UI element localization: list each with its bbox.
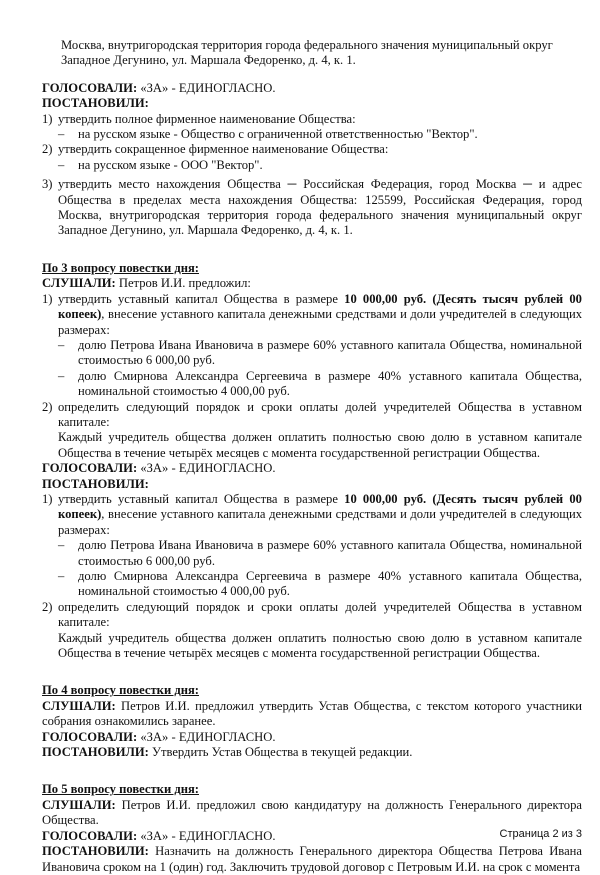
document-page (42, 38, 582, 875)
address-line-2: Западное Дегунино, ул. Маршала Федоренко, д. 4, к. 1. (61, 53, 356, 68)
dash-bullet: – (58, 368, 65, 383)
short-name-subitem (42, 158, 582, 173)
voted-label: ГОЛОСОВАЛИ: (42, 80, 138, 95)
item-text: утвердить сокращенное фирменное наименование Общества: (58, 142, 389, 157)
resolved-label: ПОСТАНОВИЛИ: (42, 745, 149, 760)
q3-heading: По 3 вопросу повестки дня: (42, 260, 199, 275)
dash-bullet: – (58, 538, 65, 553)
q3-proposal-item-2-cont: Каждый учредитель общества должен оплатить полностью свою долю в уставном капитале Общества в течение четырёх месяцев с момента государственной регистрации Общества. (58, 430, 582, 460)
resolution-item-1 (42, 112, 582, 127)
capital-text-pre: утвердить уставный капитал Общества в размере (58, 491, 345, 506)
resolution-item-3 (42, 177, 582, 239)
q3-resolution-item-1 (42, 492, 582, 538)
share-text: долю Смирнова Александра Сергеевича в размере 40% уставного капитала Общества, номинальной стоимостью 4 000,00 руб. (78, 569, 582, 599)
item-text (58, 492, 582, 538)
dash-bullet: – (58, 337, 65, 352)
share-text: долю Смирнова Александра Сергеевича в размере 40% уставного капитала Общества, номинальной стоимостью 4 000,00 руб. (78, 368, 582, 399)
resolved-label: ПОСТАНОВИЛИ: (42, 844, 149, 859)
item-text: определить следующий порядок и сроки оплаты долей учредителей Общества в уставном капитале: (58, 399, 582, 429)
dash-bullet: – (58, 569, 65, 583)
item-number: 3) (42, 177, 53, 192)
address-line-1: Москва, внутригородская территория города федерального значения муниципальный округ (61, 38, 553, 52)
resolved-label: ПОСТАНОВИЛИ: (42, 476, 149, 491)
capital-text-pre: утвердить уставный капитал Общества в размере (58, 291, 345, 306)
heard-text: Петров И.И. предложил свою кандидатуру на должность Генерального директора Общества. (42, 797, 582, 828)
capital-amount: 10 000,00 руб. (Десять тысяч рублей 00 копеек) (58, 491, 582, 522)
heard-text: Петров И.И. предложил: (118, 276, 251, 291)
q4-heard-line (42, 699, 582, 730)
item-number: 1) (42, 291, 53, 306)
vote-result: «ЗА» - ЕДИНОГЛАСНО. (140, 80, 276, 95)
resolved-label: ПОСТАНОВИЛИ: (42, 96, 149, 111)
item-number: 2) (42, 399, 53, 414)
resolved-text: Назначить на должность Генерального директора Общества Петрова Ивана Ивановича сроком на 1 (один) год. Заключить трудовой договор с Петровым И.И. на срок с момента (42, 844, 582, 874)
q3-proposal-share-2 (42, 369, 582, 400)
vote-result: «ЗА» - ЕДИНОГЛАСНО. (140, 729, 276, 744)
capital-amount: 10 000,00 руб. (Десять тысяч рублей 00 копеек) (58, 291, 582, 322)
subitem-text: на русском языке - ООО "Вектор". (78, 157, 263, 172)
capital-text-post: , внесение уставного капитала денежными средствами и доли учредителей в следующих размерах: (58, 507, 582, 537)
q3-proposal-item-1 (42, 292, 582, 338)
heard-label: СЛУШАЛИ: (42, 797, 116, 812)
q5-heading: По 5 вопросу повестки дня: (42, 782, 199, 797)
dash-bullet: – (58, 127, 65, 142)
heard-label: СЛУШАЛИ: (42, 698, 116, 713)
item-text (58, 292, 582, 338)
resolution-item-2 (42, 142, 582, 157)
capital-text-post: , внесение уставного капитала денежными средствами и доли учредителей в следующих размерах: (58, 307, 582, 337)
subitem-text: на русском языке - Общество с ограниченной ответственностью "Вектор". (78, 127, 478, 142)
q3-resolution-share-2 (42, 569, 582, 600)
q5-heard-line (42, 798, 582, 829)
heard-text: Петров И.И. предложил утвердить Устав Общества, с текстом которого участники собрания ознакомились заранее. (42, 698, 582, 729)
item-text: определить следующий порядок и сроки оплаты долей учредителей Общества в уставном капитале: (58, 599, 582, 630)
vote-result: «ЗА» - ЕДИНОГЛАСНО. (140, 461, 276, 476)
page-number: Страница 2 из 3 (499, 828, 582, 840)
item-number: 1) (42, 111, 53, 126)
q3-heard-line (42, 276, 582, 291)
vote-result: «ЗА» - ЕДИНОГЛАСНО. (140, 828, 276, 843)
q3-resolution-share-1 (42, 538, 582, 569)
resolved-text: Утвердить Устав Общества в текущей редакции. (152, 745, 413, 760)
q3-vote-line (42, 461, 582, 476)
voted-label: ГОЛОСОВАЛИ: (42, 828, 138, 843)
item-number: 1) (42, 491, 53, 506)
q4-resolved-line (42, 745, 582, 760)
address-continuation (42, 38, 582, 69)
share-text: долю Петрова Ивана Ивановича в размере 60% уставного капитала Общества, номинальной стоимостью 6 000,00 руб. (78, 337, 582, 368)
item-number: 2) (42, 142, 53, 157)
item-number: 2) (42, 599, 53, 614)
heard-label: СЛУШАЛИ: (42, 276, 116, 291)
voted-label: ГОЛОСОВАЛИ: (42, 729, 138, 744)
q4-heading: По 4 вопросу повестки дня: (42, 683, 199, 698)
q3-proposal-share-1 (42, 338, 582, 369)
voted-label: ГОЛОСОВАЛИ: (42, 461, 138, 476)
q3-resolution-item-2-cont: Каждый учредитель общества должен оплатить полностью свою долю в уставном капитале Общества в течение четырёх месяцев с момента государственной регистрации Общества. (58, 630, 582, 661)
vote-line-block1 (42, 81, 582, 96)
item-text: утвердить полное фирменное наименование Общества: (58, 111, 356, 126)
share-text: долю Петрова Ивана Ивановича в размере 60% уставного капитала Общества, номинальной стоимостью 6 000,00 руб. (78, 538, 582, 568)
item-text: утвердить место нахождения Общества ─ Российская Федерация, город Москва ─ и адрес Общества в пределах места нахождения Общества: 125599, Российская Федерация, город Москва, внутригородская территория города федерального значения муниципальный округ Западное Дегунино, ул. Маршала Федоренко, д. 4, к. 1. (58, 177, 582, 238)
q3-resolution-item-2 (42, 600, 582, 631)
q3-proposal-item-2 (42, 400, 582, 431)
q5-resolved-line (42, 844, 582, 875)
full-name-subitem (42, 127, 582, 142)
dash-bullet: – (58, 157, 65, 172)
q4-vote-line (42, 730, 582, 745)
